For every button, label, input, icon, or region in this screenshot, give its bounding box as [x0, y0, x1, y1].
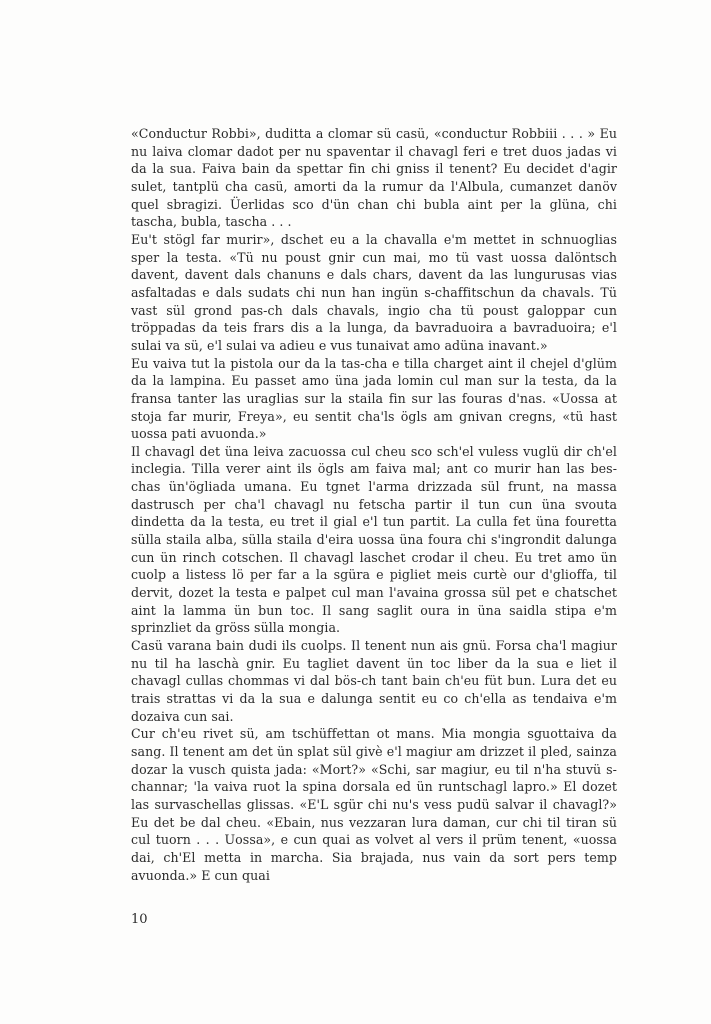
paragraph-5: Casü varana bain dudi ils cuolps. Il tenent nun ais gnü. Forsa cha'l magiur nu til ha laschà gnir. Eu tagliet davent ün toc liber da la sua e liet il chavagl cullas chommas vi dal bös-ch tant bain ch'eu füt bun. Lura det eu trais strattas vi da la sua e dalunga sentit eu co ch'ella as tendaiva e'm dozaiva cun sai. [131, 638, 617, 724]
paragraph-4: Il chavagl det üna leiva zacuossa cul cheu sco sch'el vuless vuglü dir ch'el inclegia. Tilla verer aint ils ögls am faiva mal; ant co murir han las bes-chas ün'ögliada umana. Eu tgnet l'arma drizzada sül frunt, na massa dastrusch per cha'l chavagl nu fetscha partir il tun cun üna svouta dindetta da la testa, eu tret il gial e'l tun partit. La culla fet üna fouretta süllа staila alba, süllа staila d'eira uossa üna foura chi s'ingrondit dalunga cun ün rinch cotschen. Il chavagl laschet crodar il cheu. Eu tret amo ün cuolp a listess lö per far a la sgüra e pigliet meis curtè our d'glioffa, til dervit, dozet la testa e palpet cul man l'avaina grossa sül pet e chatschet aint la lamma ün bun toc. Il sang saglit oura in üna saidla stipa e'm sprinzliet da gröss süllа mongia. [131, 443, 617, 636]
page-number: 10 [131, 912, 148, 927]
paragraph-3: Eu vaiva tut la pistola our da la tas-cha e tilla charget aint il chejel d'glüm da la lampina. Eu passet amo üna jada lomin cul man sur la testa, da la fransa tanter las uraglias sur la staila fin sur las fouras d'nas. «Uossa at stoja far murir, Freya», eu sentit cha'ls ögls am gnivan cregns, «tü hast uossa pati avuonda.» [131, 355, 617, 442]
body-text [131, 125, 617, 884]
paragraph-6: Cur ch'eu rivet sü, am tschüffettan ot mans. Mia mongia sguottaiva da sang. Il tenent am det ün splat sül givè e'l magiur am drizzet il pled, sainza dozar la vusch quista jada: «Mort?» «Schi, sar magiur, eu til n'ha stuvü s-channar; 'la vaiva ruot la spina dorsala ed ün runtschagl lapro.» El dozet las survaschellas glissas. «E'L sgür chi nu's vess pudü salvar il chavagl?» Eu det be dal cheu. «Ebain, nus vezzaran lura daman, cur chi til tiran sü cul tuorn . . . Uossa», e cun quai as volvet al vers il prüm tenent, «uossa dai, ch'El metta in marcha. Sia brajada, nus vain da sort pers temp avuonda.» E cun quai [131, 726, 617, 883]
paragraph-2: Eu't stögl far murir», dschet eu a la chavalla e'm mettet in schnuoglias sper la testa. «Tü nu poust gnir cun mai, mo tü vast uossa dalöntsch davent, davent dals chanuns e dals chars, davent da las lungurusas vias asfaltadas e dals sudats chi nun han ingün s-chaffitschun da chavals. Tü vast sül grond pas-ch dals chavals, ingio cha tü poust galoppar cun tröppadas da teis frars dis a la lunga, da bavraduoira a bavraduoira; e'l sulai va sü, e'l sulai va adieu e vus tunaivat amo adüna inavant.» [131, 231, 617, 353]
paragraph-1: «Conductur Robbi», duditta a clomar sü casü, «conductur Robbiii . . . » Eu nu laiva clomar dadot per nu spaventar il chavagl feri e tret duos jadas vi da la sua. Faiva bain da spettar fin chi gniss il tenent? Eu decidet d'agir sulet, tantplü cha casü, amorti da la rumur da l'Albula, cumanzet danöv quel sbragizi. Üerlidas sco d'ün chan chi bubla aint per la glüna, chi tascha, bubla, tascha . . . [131, 126, 617, 230]
